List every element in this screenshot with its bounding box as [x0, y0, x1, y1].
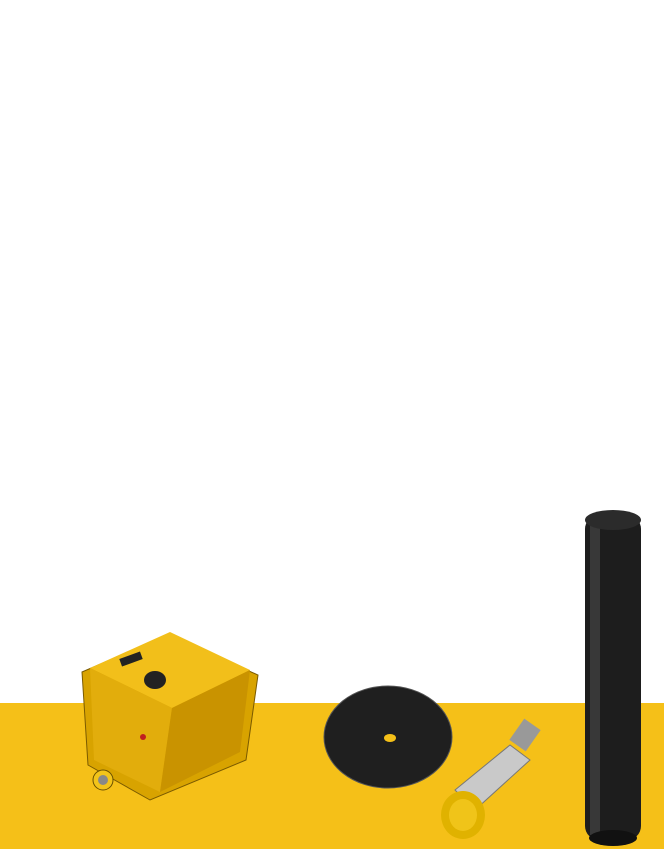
q80-head-image [82, 632, 258, 800]
lr-antenna-image [585, 510, 641, 846]
m18-sensor-image [441, 719, 541, 839]
disc-carrier-image [324, 686, 452, 788]
